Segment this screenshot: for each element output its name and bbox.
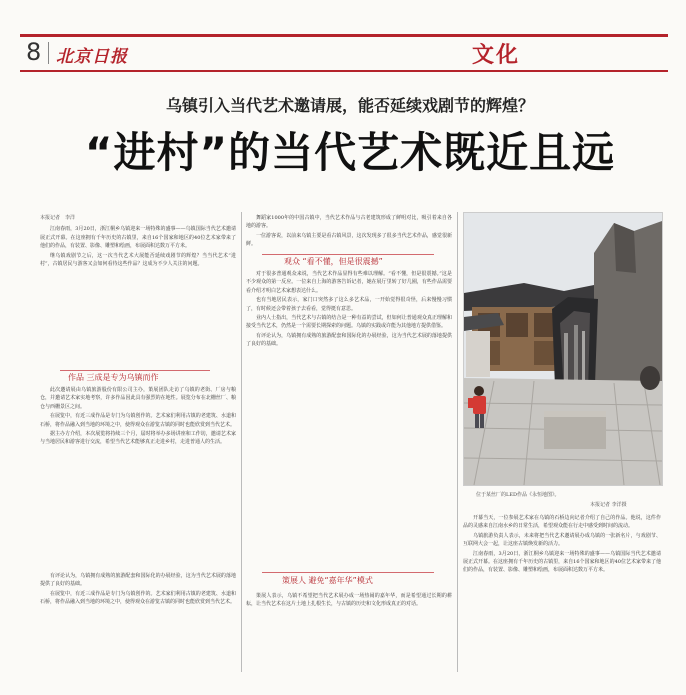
paragraph: 对于很多普通观众来说，当代艺术作品显得有些难以理解。“看不懂，但是很震撼。”这是不少观众的第一反应。一位来自上海的游客告诉记者，她在展厅里转了好几圈，有些作品需要看介绍才明白艺术家想表达什么。 <box>246 271 452 294</box>
masthead-separator <box>48 42 49 64</box>
subhead-rule <box>262 254 434 255</box>
byline: 本报记者 李洋 <box>40 215 76 221</box>
subhead-audience: 观众 “看不懂，但是很震撼” <box>284 257 383 266</box>
paragraph: 乌镇旅游负责人表示，未来将把当代艺术邀请展办成乌镇的一张新名片，与戏剧节、互联网大会一起，让这座古镇焕发新的活力。 <box>463 532 661 548</box>
column-divider <box>241 212 242 672</box>
paragraph: 江南春雨，3月20日，浙江桐乡乌镇迎来一场特殊的盛事——乌镇国际当代艺术邀请展正式开幕。在这座拥有千年历史的古镇里，来自16个国家和地区的40位艺术家带来了他们的作品，有装置、影像、雕塑和绘画，布展面积达数万平方米。 <box>463 550 661 574</box>
photo-credit: 本报记者 李洋摄 <box>590 502 627 508</box>
subhead-rule <box>262 572 434 573</box>
column-2-middle <box>246 270 452 562</box>
paragraph: 有评论认为，乌镇拥有成熟的旅游配套和国际化的办展经验，这为当代艺术展的落地提供了良好的基础。 <box>246 332 452 348</box>
paragraph: 在展览中，有近三成作品是专门为乌镇创作的。艺术家们利用古镇的老建筑、水道和石桥，将作品融入到当地的环境之中，使得观众在游览古镇的同时也能欣赏到当代艺术。 <box>40 590 236 606</box>
paragraph: 一位游客说，以前来乌镇主要是看古镇风景，这次发现多了很多当代艺术作品，感觉很新鲜。 <box>246 232 452 248</box>
column-1-middle <box>40 386 236 564</box>
page-number: 8 <box>26 38 42 66</box>
masthead-bottom-rule <box>20 70 668 72</box>
masthead-top-rule <box>20 34 668 37</box>
headline-kicker: 乌镇引入当代艺术邀请展，能否延续戏剧节的辉煌？ <box>165 96 534 115</box>
column-1-bottom <box>40 572 236 672</box>
headline-title: “进村”的当代艺术既近且远 <box>84 128 616 177</box>
paragraph: 江南春雨，3月20日，浙江桐乡乌镇迎来一场特殊的盛事——乌镇国际当代艺术邀请展正式开幕。在这座拥有千年历史的古镇里，来自16个国家和地区的40位艺术家带来了他们的作品，有装置、影像、雕塑和绘画，布展面积达数万平方米。 <box>40 226 236 250</box>
subhead-works: 作品 三成是专为乌镇而作 <box>68 373 159 382</box>
column-divider <box>457 212 458 672</box>
paragraph: 也有当地居民表示，家门口突然多了这么多艺术品，一开始觉得很奇怪，后来慢慢习惯了，有时候还会带着孩子去看看，觉得挺有意思。 <box>246 297 452 312</box>
paragraph: 开幕当天，一位参展艺术家在乌镇的石桥边向记者介绍了自己的作品。他说，这件作品的灵感来自江南水乡的日常生活，希望观众能在行走中感受到时间的流动。 <box>463 515 661 530</box>
column-3-bottom <box>463 514 661 674</box>
section-label: 文化 <box>472 43 521 68</box>
paragraph: 此次邀请展由乌镇旅游股份有限公司主办，策展团队走访了乌镇的老街、厂房与粮仓，并邀请艺术家实地考察，许多作品因此具有强烈的在地性。展览分布在北栅丝厂、粮仓与西栅景区之间。 <box>40 387 236 410</box>
column-1-top <box>40 214 236 364</box>
paragraph: 策展人表示，乌镇不希望把当代艺术展办成一场热闹的嘉年华，而是希望通过长期的耕耘，让当代艺术在这片土地上扎根生长，与古镇的历史和文化形成真正的对话。 <box>246 593 452 608</box>
paragraph: 有评论认为，乌镇拥有成熟的旅游配套和国际化的办展经验，这为当代艺术展的落地提供了良好的基础。 <box>40 573 236 588</box>
column-2-bottom <box>246 592 452 672</box>
paragraph: 业内人士指出，当代艺术与古镇的结合是一种有益的尝试，但如何让普通观众真正理解和接受当代艺术，仍然是一个需要长期探索的问题。乌镇的实践或许能为其他地方提供借鉴。 <box>246 315 452 330</box>
article-photo <box>463 212 663 486</box>
photo-caption: 位于某丝厂的LED作品《永恒地图》。 <box>476 492 560 498</box>
newspaper-logo: 北京日报 <box>56 47 128 67</box>
paragraph: 舞蹈家1000年的中国古镇中，当代艺术作品与古老建筑形成了鲜明对比，吸引着来自各地的游客。 <box>246 215 452 230</box>
subhead-rule <box>60 370 210 371</box>
paragraph: 继乌镇戏剧节之后，这一次当代艺术大展能否延续戏剧节的辉煌？当当代艺术“进村”，古镇居民与游客又会如何看待这些作品？这成为不少人关注的问题。 <box>40 252 236 268</box>
subhead-curator: 策展人 避免“嘉年华”模式 <box>282 576 373 585</box>
paragraph: 据主办方介绍，本次展览将持续三个月，届时将举办多场讲座和工作坊，邀请艺术家与当地居民和游客进行交流，希望当代艺术能够真正走进乡村，走进普通人的生活。 <box>40 431 236 446</box>
column-2-top <box>246 214 452 250</box>
paragraph: 在展览中，有近三成作品是专门为乌镇创作的。艺术家们利用古镇的老建筑、水道和石桥，将作品融入到当地的环境之中，使得观众在游览古镇的同时也能欣赏到当代艺术。 <box>40 413 236 428</box>
